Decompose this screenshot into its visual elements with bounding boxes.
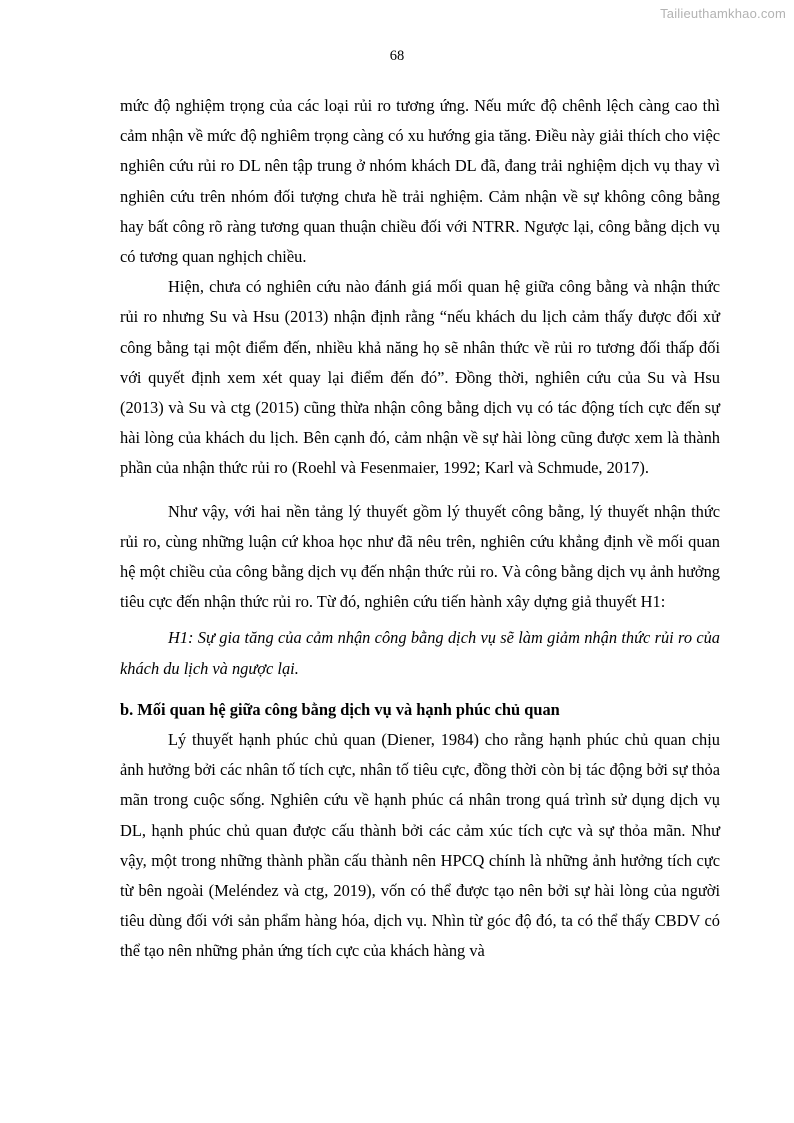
paragraph-continuation: mức độ nghiệm trọng của các loại rủi ro tương ứng. Nếu mức độ chênh lệch càng cao thì cảm nhận về mức độ nghiêm trọng càng có xu hướng gia tăng. Điều này giải thích cho việc nghiên cứu rủi ro DL nên tập trung ở nhóm khách DL đã, đang trải nghiệm dịch vụ thay vì nghiên cứu trên nhóm đối tượng chưa hề trải nghiệm. Cảm nhận về sự không công bằng hay bất công rõ ràng tương quan thuận chiều đối với NTRR. Ngược lại, công bằng dịch vụ có tương quan nghịch chiều.	[120, 96, 720, 267]
hypothesis-h1: H1: Sự gia tăng của cảm nhận công bằng dịch vụ sẽ làm giảm nhận thức rủi ro của khách du lịch và ngược lại.	[120, 628, 720, 678]
paragraph-subjective-wellbeing: Lý thuyết hạnh phúc chủ quan (Diener, 1984) cho rằng hạnh phúc chủ quan chịu ảnh hưởng bởi các nhân tố tích cực, nhân tố tiêu cực, đồng thời còn bị tác động bởi sự thỏa mãn trong cuộc sống. Nghiên cứu về hạnh phúc cá nhân trong quá trình sử dụng dịch vụ DL, hạnh phúc chủ quan được cấu thành bởi các cảm xúc tích cực và sự thỏa mãn. Như vậy, một trong những thành phần cấu thành nên HPCQ chính là những ảnh hưởng tích cực từ bên ngoài (Meléndez và ctg, 2019), vốn có thể được tạo nên bởi sự hài lòng của người tiêu dùng đối với sản phẩm hàng hóa, dịch vụ. Nhìn từ góc độ đó, ta có thể thấy CBDV có thể tạo nên những phản ứng tích cực của khách hàng và	[120, 730, 720, 961]
section-heading: b. Mối quan hệ giữa công bằng dịch vụ và hạnh phúc chủ quan	[120, 699, 560, 719]
watermark: Tailieuthamkhao.com	[660, 6, 786, 21]
paragraph-su-hsu: Hiện, chưa có nghiên cứu nào đánh giá mối quan hệ giữa công bằng và nhận thức rủi ro nhưng Su và Hsu (2013) nhận định rằng “nếu khách du lịch cảm thấy được đối xử công bằng tại một điểm đến, nhiều khả năng họ sẽ nhân thức về rủi ro tương đối thấp đối với quyết định xem xét quay lại điểm đến đó”. Đồng thời, nghiên cứu của Su và Hsu (2013) và Su và ctg (2015) cũng thừa nhận công bằng dịch vụ có tác động tích cực đến sự hài lòng của khách du lịch. Bên cạnh đó, cảm nhận về sự hài lòng cũng được xem là thành phần của nhận thức rủi ro (Roehl và Fesenmaier, 1992; Karl và Schmude, 2017).	[120, 277, 720, 478]
paragraph-conclusion: Như vậy, với hai nền tảng lý thuyết gồm lý thuyết công bằng, lý thuyết nhận thức rủi ro, cùng những luận cứ khoa học như đã nêu trên, nghiên cứu khẳng định về mối quan hệ một chiều của công bằng dịch vụ đến nhận thức rủi ro. Và công bằng dịch vụ ảnh hưởng tiêu cực đến nhận thức rủi ro. Từ đó, nghiên cứu tiến hành xây dựng giả thuyết H1:	[120, 501, 720, 612]
document-body	[120, 91, 720, 967]
page-number: 68	[389, 48, 405, 64]
